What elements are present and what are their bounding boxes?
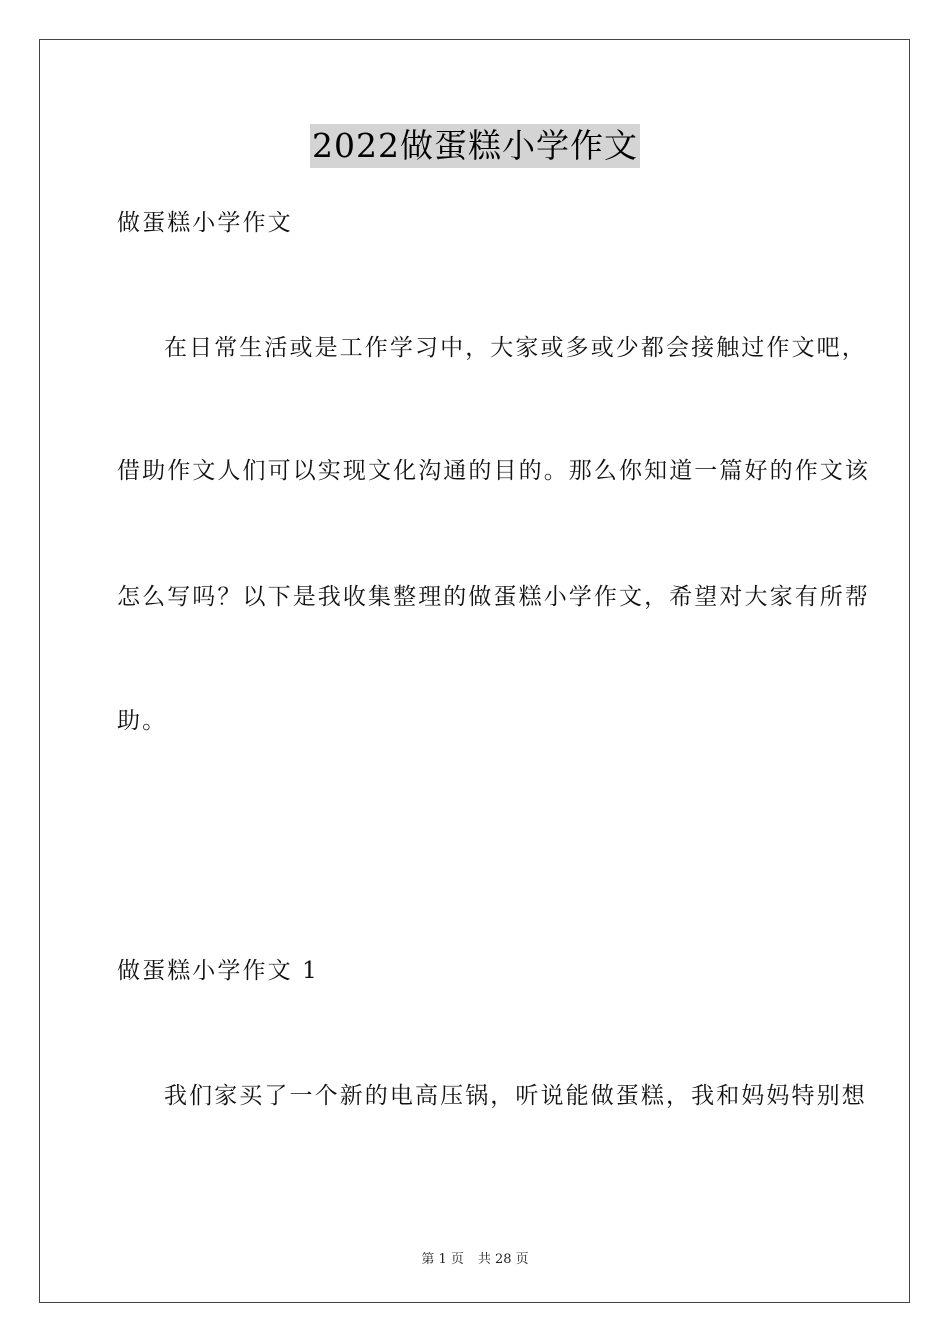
paragraph-line: 怎么写吗？以下是我收集整理的做蛋糕小学作文，希望对大家有所帮 (117, 584, 870, 610)
paragraph-line: 在日常生活或是工作学习中，大家或多或少都会接触过作文吧， (164, 335, 867, 361)
section-heading: 做蛋糕小学作文 1 (117, 958, 319, 984)
page-number-current: 第 1 页 (421, 1252, 464, 1267)
page-footer (0, 1248, 950, 1267)
document-subtitle: 做蛋糕小学作文 (117, 210, 293, 236)
paragraph-line: 我们家买了一个新的电高压锅，听说能做蛋糕，我和妈妈特别想 (164, 1083, 867, 1109)
paragraph-line: 助。 (117, 708, 168, 734)
title-container (0, 124, 950, 168)
page-number-total: 共 28 页 (477, 1252, 529, 1267)
paragraph-line: 借助作文人们可以实现文化沟通的目的。那么你知道一篇好的作文该 (117, 458, 870, 484)
document-title: 2022做蛋糕小学作文 (310, 124, 640, 168)
